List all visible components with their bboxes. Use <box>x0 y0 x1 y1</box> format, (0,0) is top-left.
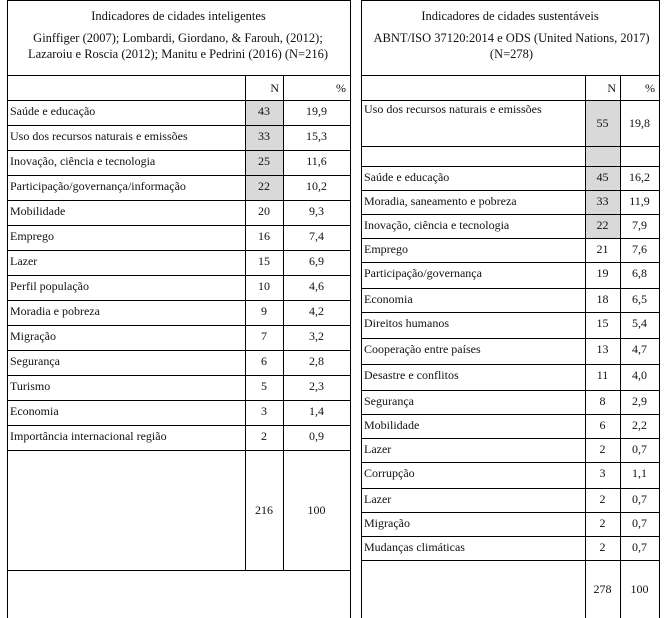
row-percent: 4,6 <box>309 279 324 293</box>
table-rule <box>7 325 350 326</box>
row-percent: 2,8 <box>309 354 324 368</box>
table-rule <box>361 288 659 289</box>
row-percent: 9,3 <box>309 204 324 218</box>
table-rule <box>7 200 350 201</box>
row-label: Moradia, saneamento e pobreza <box>364 194 517 208</box>
table-rule <box>7 75 350 76</box>
table-rule <box>361 190 659 191</box>
table-rule <box>361 390 659 391</box>
row-n: 20 <box>258 204 270 218</box>
total-n: 278 <box>593 582 612 596</box>
row-label: Direitos humanos <box>364 316 449 330</box>
row-percent: 0,7 <box>632 442 647 456</box>
row-label: Mobilidade <box>364 418 420 432</box>
row-percent: 4,2 <box>309 304 324 318</box>
row-percent: 11,9 <box>629 194 650 208</box>
table-rule <box>361 146 659 147</box>
table-rule <box>361 536 659 537</box>
row-percent: 0,9 <box>309 429 324 443</box>
row-label: Participação/governança/informação <box>10 179 186 193</box>
row-n: 6 <box>599 418 606 432</box>
row-label: Emprego <box>364 242 408 256</box>
row-label: Perfil população <box>10 279 89 293</box>
table-rule <box>361 100 659 101</box>
table-rule <box>361 364 659 365</box>
table-source: ABNT/ISO 37120:2014 e ODS (United Nations, 2017) (N=278) <box>373 31 650 61</box>
row-percent: 0,7 <box>632 540 647 554</box>
row-n: 21 <box>596 242 609 256</box>
row-n: 2 <box>599 540 606 554</box>
row-percent: 11,6 <box>306 154 327 168</box>
table-rule <box>361 238 659 239</box>
row-n: 13 <box>596 342 609 356</box>
table-rule <box>361 488 659 489</box>
row-n: 2 <box>599 442 606 456</box>
table-source: Ginffiger (2007); Lombardi, Giordano, & Farouh, (2012); Lazaroiu e Roscia (2012); Manitu e Pedrini (2016) (N=216) <box>27 31 329 61</box>
table-rule <box>7 275 350 276</box>
row-percent: 2,2 <box>632 418 647 432</box>
row-label: Segurança <box>10 354 60 368</box>
table-rule <box>361 462 659 463</box>
row-label: Lazer <box>364 492 392 506</box>
row-percent: 6,8 <box>632 266 647 280</box>
row-percent: 3,2 <box>309 329 324 343</box>
table-rule <box>7 450 350 451</box>
table-rule <box>361 214 659 215</box>
row-percent: 4,0 <box>632 368 647 382</box>
row-label: Inovação, ciência e tecnologia <box>364 218 510 232</box>
table-rule <box>361 560 659 561</box>
table-rule <box>361 75 659 76</box>
table-border <box>659 0 660 618</box>
table-rule <box>361 166 659 167</box>
row-label: Participação/governança <box>364 266 482 280</box>
row-label: Moradia e pobreza <box>10 304 100 318</box>
row-percent: 7,6 <box>632 242 647 256</box>
row-percent: 19,8 <box>629 116 650 130</box>
column-header-percent: % <box>645 81 655 95</box>
row-label: Saúde e educação <box>10 104 96 118</box>
row-percent: 2,3 <box>309 379 324 393</box>
row-percent: 0,7 <box>632 516 647 530</box>
highlight-fill <box>586 147 620 166</box>
table-rule <box>7 250 350 251</box>
row-n: 10 <box>258 279 270 293</box>
row-percent: 1,4 <box>309 404 324 418</box>
table-rule <box>361 338 659 339</box>
row-label: Mobilidade <box>10 204 66 218</box>
row-label: Lazer <box>10 254 38 268</box>
row-n: 18 <box>596 292 609 306</box>
row-n: 2 <box>599 492 606 506</box>
row-n: 3 <box>261 404 267 418</box>
row-n: 33 <box>258 129 270 143</box>
row-label: Mudanças climáticas <box>364 540 465 554</box>
row-n: 9 <box>261 304 267 318</box>
row-percent: 6,5 <box>632 292 647 306</box>
row-percent: 2,9 <box>632 394 647 408</box>
row-n: 33 <box>596 194 609 208</box>
row-n: 16 <box>258 229 270 243</box>
table-rule <box>7 375 350 376</box>
row-n: 15 <box>258 254 270 268</box>
column-header-n: N <box>270 81 279 95</box>
row-percent: 6,9 <box>309 254 324 268</box>
table-rule <box>7 350 350 351</box>
row-n: 22 <box>596 218 609 232</box>
row-label: Corrupção <box>364 466 415 480</box>
row-n: 7 <box>261 329 267 343</box>
row-n: 3 <box>599 466 606 480</box>
row-percent: 5,4 <box>632 316 647 330</box>
column-header-percent: % <box>336 81 346 95</box>
row-n: 2 <box>261 429 267 443</box>
row-label: Turismo <box>10 379 51 393</box>
table-rule <box>361 414 659 415</box>
row-percent: 4,7 <box>632 342 647 356</box>
table-rule <box>7 100 350 101</box>
table-rule <box>7 425 350 426</box>
row-percent: 0,7 <box>632 492 647 506</box>
row-n: 6 <box>261 354 267 368</box>
row-percent: 16,2 <box>629 170 650 184</box>
table-rule <box>7 175 350 176</box>
row-n: 2 <box>599 516 606 530</box>
table-rule <box>7 570 350 571</box>
table-rule <box>7 150 350 151</box>
table-border <box>7 0 8 618</box>
row-n: 5 <box>261 379 267 393</box>
row-label: Uso dos recursos naturais e emissões <box>10 129 188 143</box>
table-rule <box>361 262 659 263</box>
row-n: 45 <box>596 170 609 184</box>
row-n: 8 <box>599 394 606 408</box>
column-header-n: N <box>607 81 616 95</box>
table-border <box>361 0 362 618</box>
row-percent: 10,2 <box>306 179 327 193</box>
table-rule <box>7 400 350 401</box>
row-percent: 1,1 <box>632 466 647 480</box>
row-percent: 7,9 <box>632 218 647 232</box>
table-rule <box>361 438 659 439</box>
table-rule <box>7 125 350 126</box>
row-n: 43 <box>258 104 270 118</box>
table-rule <box>361 512 659 513</box>
total-n: 216 <box>255 503 273 517</box>
row-label: Saúde e educação <box>364 170 450 184</box>
row-label: Inovação, ciência e tecnologia <box>10 154 156 168</box>
row-percent: 7,4 <box>309 229 324 243</box>
total-percent: 100 <box>630 582 649 596</box>
row-label: Importância internacional região <box>10 429 167 443</box>
row-label: Emprego <box>10 229 54 243</box>
row-label: Desastre e conflitos <box>364 368 459 382</box>
table-border <box>361 0 659 1</box>
row-label: Economia <box>10 404 59 418</box>
row-n: 25 <box>258 154 270 168</box>
total-percent: 100 <box>307 503 326 517</box>
row-label: Migração <box>10 329 56 343</box>
row-percent: 15,3 <box>306 129 327 143</box>
row-n: 19 <box>596 266 609 280</box>
row-label: Migração <box>364 516 410 530</box>
row-label: Economia <box>364 292 413 306</box>
row-n: 11 <box>596 368 609 382</box>
row-n: 55 <box>596 116 609 130</box>
table-border <box>7 0 350 1</box>
row-label: Cooperação entre países <box>364 342 481 356</box>
table-rule <box>361 312 659 313</box>
row-label: Lazer <box>364 442 392 456</box>
row-label: Uso dos recursos naturais e emissões <box>364 102 542 116</box>
table-title: Indicadores de cidades sustentáveis <box>421 9 599 23</box>
table-border <box>350 0 351 618</box>
table-title: Indicadores de cidades inteligentes <box>91 9 266 23</box>
row-n: 22 <box>258 179 270 193</box>
row-n: 15 <box>596 316 609 330</box>
table-rule <box>7 225 350 226</box>
row-label: Segurança <box>364 394 414 408</box>
table-rule <box>7 300 350 301</box>
row-percent: 19,9 <box>306 104 327 118</box>
